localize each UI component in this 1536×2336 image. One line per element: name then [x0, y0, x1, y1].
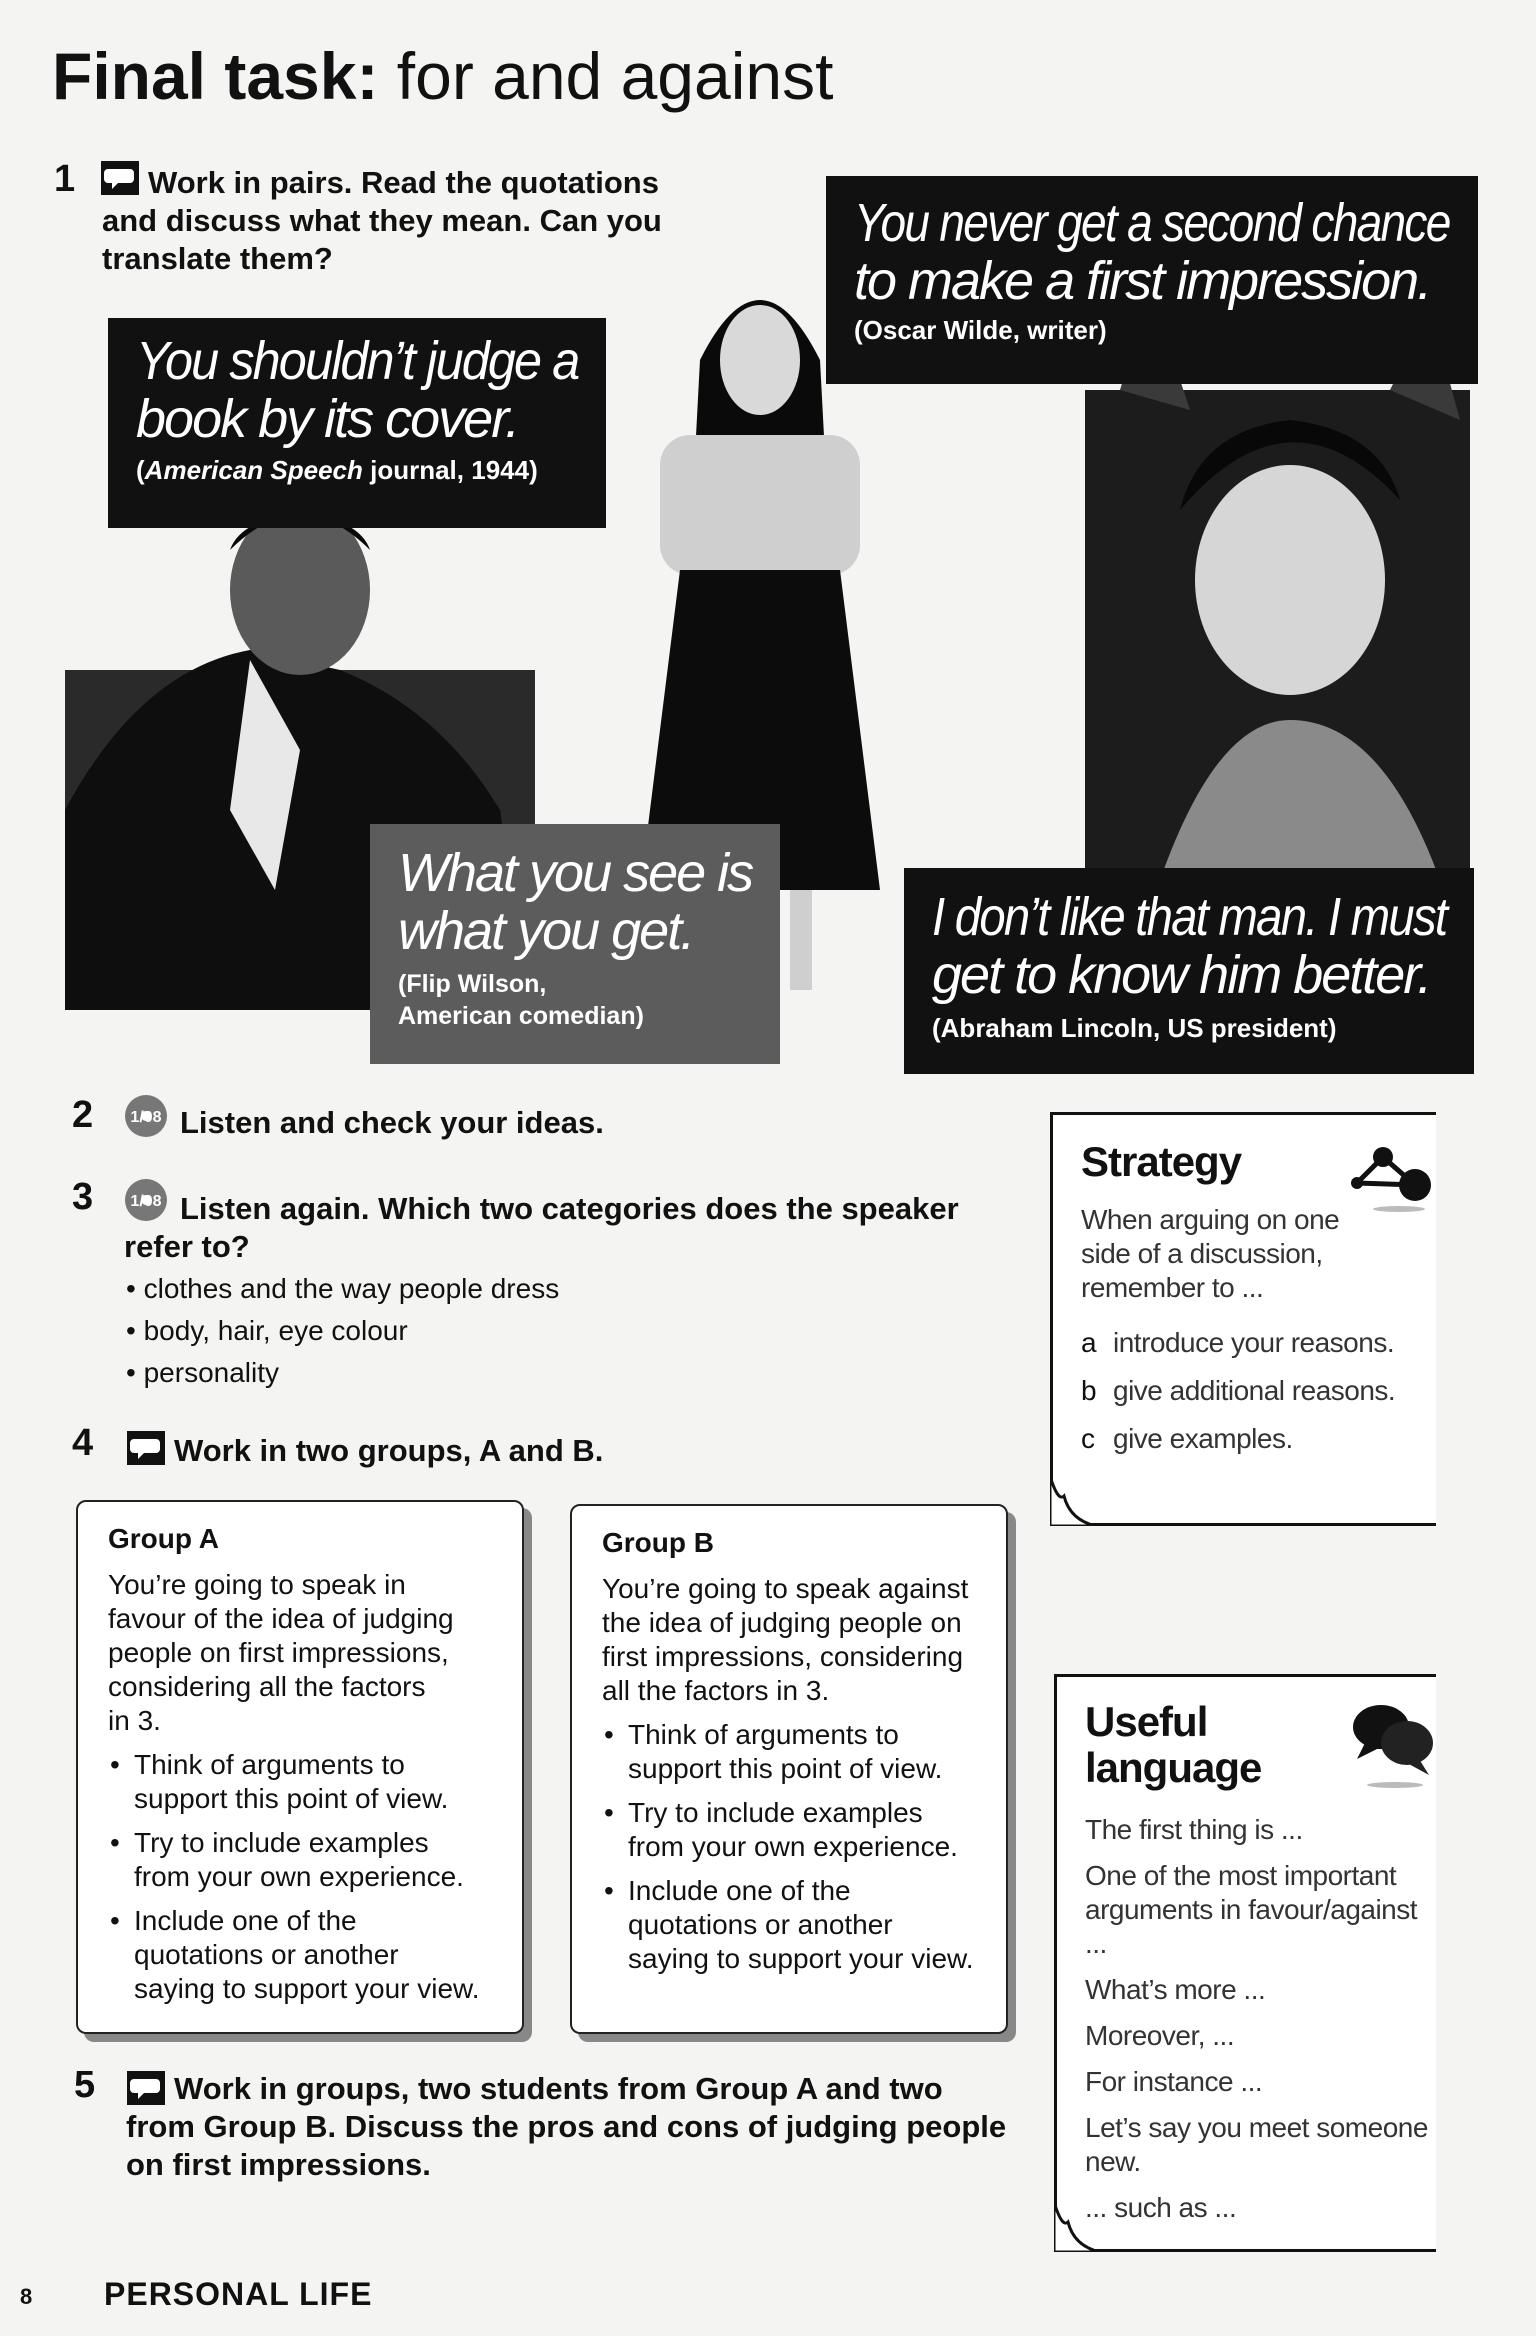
bullet-line: from your own experience. [134, 1861, 464, 1892]
option-item: • personality [126, 1352, 559, 1394]
phrase-line: Moreover, ... [1085, 2020, 1235, 2051]
bullet-line: Try to include examples [134, 1827, 429, 1858]
group-b-bullets [602, 1718, 976, 1976]
bullet-line: support this point of view. [134, 1783, 449, 1814]
phrase-list [1085, 1813, 1436, 2225]
quote-source: (Oscar Wilde, writer) [854, 315, 1107, 345]
option-item: • body, hair, eye colour [126, 1310, 559, 1352]
intro-line: side of a discussion, [1081, 1238, 1323, 1269]
item-text: introduce your reasons. [1113, 1327, 1395, 1358]
intro-line: considering all the factors [108, 1671, 426, 1702]
bullet-line: Think of arguments to [628, 1719, 899, 1750]
group-a-bullets [108, 1748, 492, 2006]
phrase-item [1085, 1813, 1436, 1847]
quote-box-what-you-see [370, 824, 780, 1064]
bullet-item [108, 1904, 492, 2006]
intro-line: You’re going to speak in [108, 1569, 406, 1600]
heading-line: Useful [1085, 1698, 1208, 1745]
task3-line: refer to? [124, 1229, 250, 1264]
task4-number: 4 [72, 1422, 94, 1464]
task3-line: Listen again. Which two categories does the speaker [180, 1191, 959, 1226]
quote-source: (Abraham Lincoln, US president) [932, 1013, 1337, 1043]
speech-bubbles-icon [1347, 1697, 1437, 1793]
strategy-box [1050, 1112, 1436, 1526]
quote-source-line: American comedian) [398, 1002, 644, 1030]
item-letter: a [1081, 1327, 1097, 1358]
page-title [52, 36, 833, 116]
item-text: give examples. [1113, 1423, 1293, 1454]
speech-bubble-icon [126, 1430, 166, 1466]
phrase-line: One of the most important [1085, 1860, 1397, 1891]
title-rest: for and against [396, 39, 834, 113]
group-b-intro [602, 1572, 976, 1708]
task1-line: translate them? [102, 241, 333, 276]
task4-instruction: Work in two groups, A and B. [174, 1433, 604, 1468]
task5-line: on first impressions. [126, 2147, 431, 2182]
quote-text: get to know him better. [932, 945, 1431, 1005]
group-a-card [76, 1500, 524, 2034]
bullet-line: Try to include examples [628, 1797, 923, 1828]
section-name: PERSONAL LIFE [104, 2276, 373, 2312]
phrase-item [1085, 2019, 1436, 2053]
quote-text: what you get. [398, 901, 694, 961]
quote-text: You shouldn’t judge a [136, 331, 579, 391]
task1-line: and discuss what they mean. Can you [102, 203, 662, 238]
quote-source [136, 454, 578, 486]
intro-line: You’re going to speak against [602, 1573, 969, 1604]
task5-line: from Group B. Discuss the pros and cons of judging people [126, 2109, 1007, 2144]
page-curl-decoration [1054, 2202, 1104, 2252]
bullet-item [108, 1748, 492, 1816]
phrase-item [1085, 1859, 1436, 1961]
intro-line: in 3. [108, 1705, 161, 1736]
task5-line: Work in groups, two students from Group A and two [174, 2071, 943, 2106]
task5-instruction [126, 2070, 1046, 2184]
quote-text: book by its cover. [136, 389, 519, 449]
intro-line: people on first impressions, [108, 1637, 449, 1668]
audio-track-icon [122, 1092, 170, 1140]
bullet-line: Include one of the [628, 1875, 851, 1906]
intro-line: favour of the idea of judging [108, 1603, 454, 1634]
item-text: give additional reasons. [1113, 1375, 1396, 1406]
quote-text: You never get a second chance [854, 193, 1450, 253]
quote-text: What you see is [398, 843, 753, 903]
strategy-item [1081, 1319, 1436, 1367]
phrase-item [1085, 2191, 1436, 2225]
phrase-line: ... such as ... [1085, 2192, 1237, 2223]
intro-line: remember to ... [1081, 1272, 1264, 1303]
quote-box-cover [108, 318, 606, 528]
task3-number: 3 [72, 1176, 94, 1218]
bullet-line: quotations or another [134, 1939, 399, 1970]
item-letter: b [1081, 1375, 1097, 1406]
phrase-line: What’s more ... [1085, 1974, 1266, 2005]
task1-line: Work in pairs. Read the quotations [148, 165, 659, 200]
strategy-heading: Strategy [1081, 1138, 1242, 1185]
title-bold: Final task: [52, 39, 379, 113]
bullet-item [602, 1796, 976, 1864]
task5-number: 5 [74, 2064, 96, 2106]
intro-line: first impressions, considering [602, 1641, 964, 1672]
quote-source-open: ( [136, 455, 145, 485]
group-a-heading: Group A [108, 1523, 219, 1554]
phrase-item [1085, 2065, 1436, 2099]
phrase-item [1085, 2111, 1436, 2179]
strategy-list [1081, 1319, 1436, 1463]
molecule-icon [1343, 1145, 1435, 1215]
quote-source-line: (Flip Wilson, [398, 970, 547, 998]
heading-line: language [1085, 1744, 1262, 1791]
bullet-line: Include one of the [134, 1905, 357, 1936]
task1-number: 1 [54, 158, 76, 200]
quote-box-lincoln [904, 868, 1474, 1074]
bullet-item [108, 1826, 492, 1894]
task3-options [126, 1268, 559, 1394]
bullet-line: support this point of view. [628, 1753, 943, 1784]
bullet-item [602, 1718, 976, 1786]
bullet-item [602, 1874, 976, 1976]
quote-box-impression [826, 176, 1478, 384]
phrase-line: arguments in favour/against ... [1085, 1894, 1418, 1959]
strategy-intro [1081, 1203, 1436, 1305]
bullet-line: saying to support your view. [628, 1943, 974, 1974]
item-letter: c [1081, 1423, 1095, 1454]
task2-number: 2 [72, 1094, 94, 1136]
useful-language-box [1054, 1674, 1436, 2252]
task2-instruction: Listen and check your ideas. [180, 1105, 604, 1140]
bullet-line: from your own experience. [628, 1831, 958, 1862]
strategy-item [1081, 1367, 1436, 1415]
phrase-line: Let’s say you meet someone new. [1085, 2112, 1428, 2177]
track-label: 1/08 [130, 1109, 162, 1126]
quote-source-rest: journal, 1944) [362, 455, 538, 485]
group-b-heading: Group B [602, 1527, 714, 1558]
intro-line: all the factors in 3. [602, 1675, 830, 1706]
phrase-line: The first thing is ... [1085, 1814, 1303, 1845]
intro-line: When arguing on one [1081, 1204, 1340, 1235]
group-b-card [570, 1504, 1008, 2034]
page-curl-decoration [1050, 1476, 1100, 1526]
page-number: 8 [20, 2284, 33, 2309]
bullet-line: saying to support your view. [134, 1973, 480, 2004]
option-item: • clothes and the way people dress [126, 1268, 559, 1310]
strategy-item [1081, 1415, 1436, 1463]
task3-instruction [124, 1190, 1004, 1266]
phrase-line: For instance ... [1085, 2066, 1263, 2097]
group-a-intro [108, 1568, 492, 1738]
quote-text: to make a first impression. [854, 251, 1431, 311]
quote-source-italic: American Speech [144, 455, 363, 485]
bullet-line: Think of arguments to [134, 1749, 405, 1780]
intro-line: the idea of judging people on [602, 1607, 962, 1638]
track-label: 1/08 [130, 1193, 162, 1210]
bullet-line: quotations or another [628, 1909, 893, 1940]
quote-text: I don’t like that man. I must [932, 887, 1447, 947]
phrase-item [1085, 1973, 1436, 2007]
